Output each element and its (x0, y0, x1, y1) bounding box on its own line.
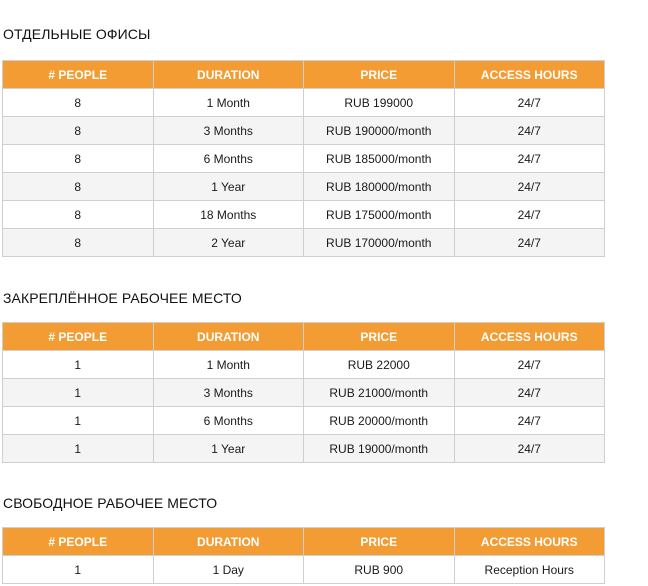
cell-access-hours: Reception Hours (454, 556, 605, 584)
column-header-people: # PEOPLE (3, 528, 154, 556)
table-row (3, 407, 605, 435)
column-header-price: PRICE (304, 323, 455, 351)
table-row (3, 229, 605, 257)
cell-price: RUB 170000/month (304, 229, 455, 257)
section-title-hot-desk: СВОБОДНОЕ РАБОЧЕЕ МЕСТО (3, 495, 218, 511)
table-header-row (3, 61, 605, 89)
cell-duration: 18 Months (153, 201, 304, 229)
column-header-price: PRICE (304, 528, 455, 556)
table-header-row (3, 528, 605, 556)
cell-price: RUB 900 (304, 556, 455, 584)
cell-people: 8 (3, 145, 154, 173)
cell-people: 1 (3, 556, 154, 584)
cell-people: 8 (3, 117, 154, 145)
table-row (3, 556, 605, 584)
cell-people: 1 (3, 351, 154, 379)
cell-people: 1 (3, 379, 154, 407)
cell-price: RUB 22000 (304, 351, 455, 379)
pricing-table-fixed-desk (2, 322, 605, 463)
cell-access-hours: 24/7 (454, 173, 605, 201)
cell-people: 8 (3, 89, 154, 117)
cell-price: RUB 199000 (304, 89, 455, 117)
pricing-table-private-offices (2, 60, 605, 257)
column-header-people: # PEOPLE (3, 323, 154, 351)
column-header-duration: DURATION (153, 528, 304, 556)
cell-access-hours: 24/7 (454, 351, 605, 379)
cell-price: RUB 19000/month (304, 435, 455, 463)
column-header-access-hours: ACCESS HOURS (454, 528, 605, 556)
cell-access-hours: 24/7 (454, 145, 605, 173)
column-header-access-hours: ACCESS HOURS (454, 61, 605, 89)
cell-duration: 1 Year (153, 173, 304, 201)
column-header-price: PRICE (304, 61, 455, 89)
cell-duration: 1 Month (153, 351, 304, 379)
table-row (3, 351, 605, 379)
cell-duration: 1 Month (153, 89, 304, 117)
cell-duration: 1 Day (153, 556, 304, 584)
cell-price: RUB 190000/month (304, 117, 455, 145)
cell-duration: 6 Months (153, 407, 304, 435)
cell-access-hours: 24/7 (454, 201, 605, 229)
cell-price: RUB 21000/month (304, 379, 455, 407)
cell-people: 8 (3, 229, 154, 257)
cell-duration: 6 Months (153, 145, 304, 173)
cell-people: 1 (3, 407, 154, 435)
column-header-people: # PEOPLE (3, 61, 154, 89)
table-row (3, 435, 605, 463)
cell-access-hours: 24/7 (454, 229, 605, 257)
table-row (3, 201, 605, 229)
table-row (3, 379, 605, 407)
cell-access-hours: 24/7 (454, 117, 605, 145)
cell-people: 8 (3, 173, 154, 201)
column-header-duration: DURATION (153, 323, 304, 351)
cell-people: 8 (3, 201, 154, 229)
pricing-table-hot-desk (2, 527, 605, 584)
cell-price: RUB 185000/month (304, 145, 455, 173)
column-header-duration: DURATION (153, 61, 304, 89)
cell-duration: 1 Year (153, 435, 304, 463)
table-row (3, 89, 605, 117)
section-title-fixed-desk: ЗАКРЕПЛЁННОЕ РАБОЧЕЕ МЕСТО (3, 290, 242, 306)
cell-access-hours: 24/7 (454, 407, 605, 435)
cell-access-hours: 24/7 (454, 435, 605, 463)
table-row (3, 117, 605, 145)
cell-access-hours: 24/7 (454, 379, 605, 407)
cell-people: 1 (3, 435, 154, 463)
cell-duration: 3 Months (153, 117, 304, 145)
column-header-access-hours: ACCESS HOURS (454, 323, 605, 351)
table-header-row (3, 323, 605, 351)
cell-access-hours: 24/7 (454, 89, 605, 117)
table-row (3, 145, 605, 173)
cell-price: RUB 20000/month (304, 407, 455, 435)
cell-duration: 3 Months (153, 379, 304, 407)
cell-duration: 2 Year (153, 229, 304, 257)
section-title-private-offices: ОТДЕЛЬНЫЕ ОФИСЫ (3, 26, 151, 42)
cell-price: RUB 180000/month (304, 173, 455, 201)
cell-price: RUB 175000/month (304, 201, 455, 229)
table-row (3, 173, 605, 201)
